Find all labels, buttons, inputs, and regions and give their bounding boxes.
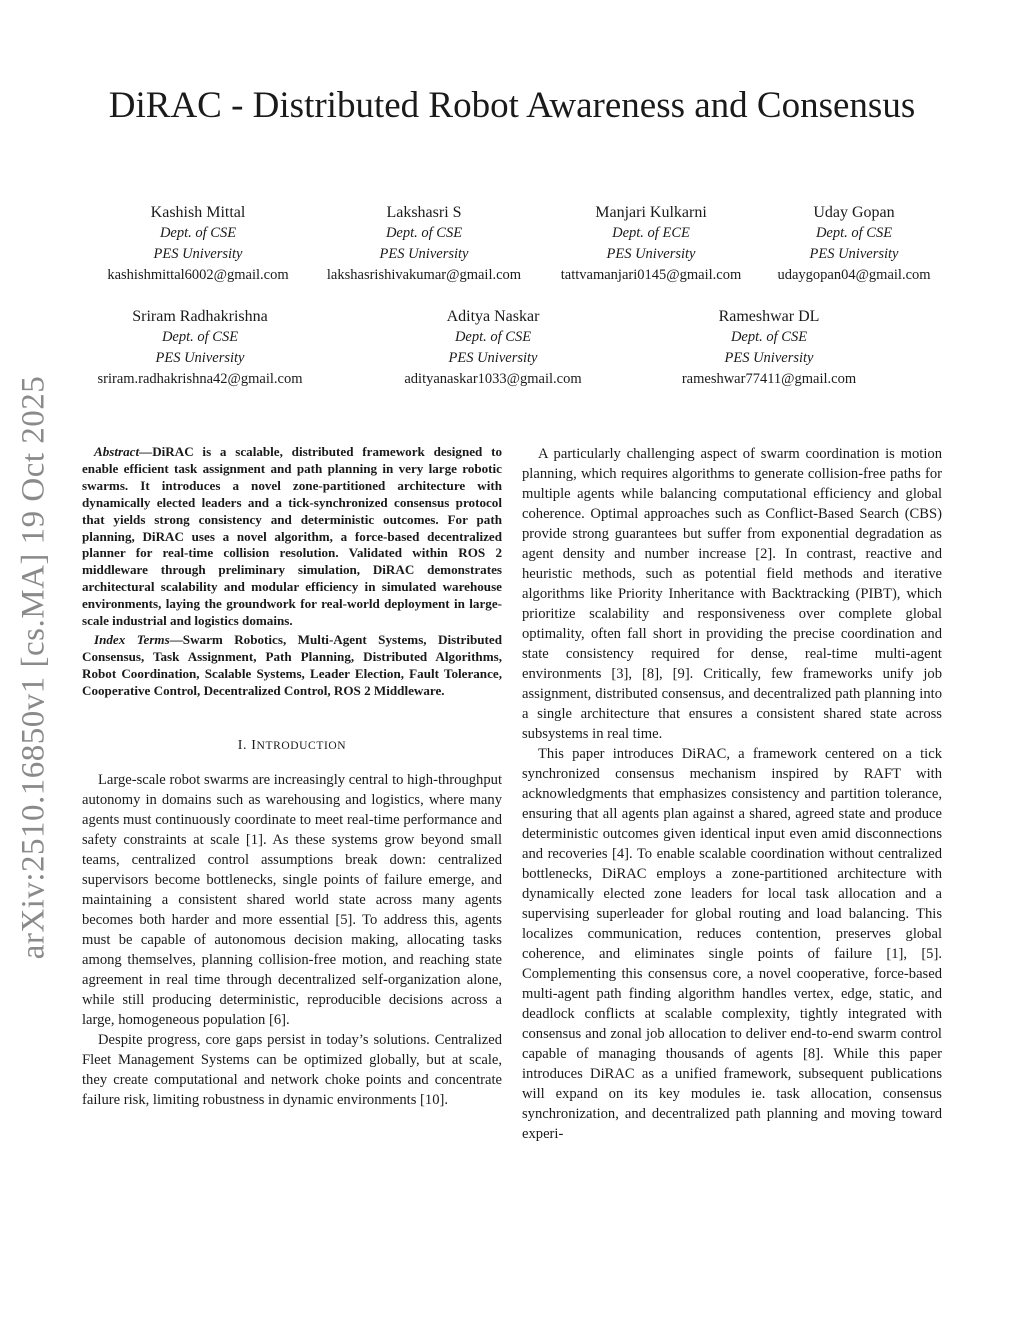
author-email: kashishmittal6002@gmail.com <box>107 267 289 283</box>
author-block <box>660 306 878 390</box>
author-institution: PES University <box>379 246 469 262</box>
left-column <box>82 444 502 1110</box>
body-paragraph: Large-scale robot swarms are increasingly central to high-throughput autonomy in domains such as warehousing and logistics, where many agents must continuously coordinate to meet real-time performance and safety constraints at scale [1]. As these systems grow beyond small teams, centralized control assumptions break down: centralized supervisors become bottlenecks, single points of failure emerge, and maintaining a consistent shared world state across many agents becomes both harder and more essential [5]. To address this, agents must be capable of autonomous decision making, allocating tasks among themselves, planning collision-free motion, and reaching state agreement in real time through decentralized self-organization alone, while still producing deterministic, reproducible decisions across a large, homogeneous population [6]. <box>82 771 502 1028</box>
paper-title: DiRAC - Distributed Robot Awareness and Consensus <box>108 85 916 126</box>
index-terms-label: Index Terms <box>94 631 170 647</box>
section-title-rest: NTRODUCTION <box>256 739 347 752</box>
body-paragraph: A particularly challenging aspect of swarm coordination is motion planning, which requires algorithms to generate collision-free paths for multiple agents while balancing computational efficiency and global coherence. Optimal approaches such as Conflict-Based Search (CBS) provide strong guarantees but suffer from exponential degradation as agent density and number increase [2]. In contrast, reactive and heuristic methods, such as potential field methods and iterative algorithms like Priority Inheritance with Backtracking (PIBT), which prioritize scalability and responsiveness over complete global optimality, often fall short in providing the precise coordination and state consistency required for dense, real-time multi-agent environments [3], [8], [9]. Critically, few frameworks unify job assignment, distributed consensus, and decentralized path planning into a single architecture that ensures a consistent shared state across subsystems in real time. <box>522 446 942 742</box>
abstract-label: Abstract <box>94 444 140 459</box>
author-name: Rameshwar DL <box>718 308 820 325</box>
author-dept: Dept. of CSE <box>159 225 237 241</box>
author-email: lakshasrishivakumar@gmail.com <box>326 267 522 283</box>
author-name: Lakshasri S <box>386 204 462 221</box>
section-heading-introduction <box>82 736 502 756</box>
author-email: udaygopan04@gmail.com <box>777 267 931 283</box>
author-block <box>80 306 320 390</box>
author-dept: Dept. of CSE <box>454 329 532 345</box>
author-dept: Dept. of CSE <box>815 225 893 241</box>
author-email: tattvamanjari0145@gmail.com <box>560 267 742 283</box>
right-column <box>522 444 942 1144</box>
body-paragraph: This paper introduces DiRAC, a framework centered on a tick synchronized consensus mechanism inspired by RAFT with acknowledgments that emphasizes consistency and partition tolerance, ensuring that all agents plan against a shared, agreed state and produce deterministic outcomes given identical input even amid disconnections and recoveries [4]. To enable scalable coordination without centralized bottlenecks, DiRAC employs a zone-partitioned architecture with dynamically elected zone leaders for local task allocation and a supervising superleader for global routing and load balancing. This localizes communication, reduces contention, preserves global coherence, and eliminates single points of failure [1], [5]. Complementing this consensus core, a novel cooperative, force-based multi-agent path finding algorithm handles vertex, edge, static, and deadlock conflicts at scalable complexity, tightly integrated with consensus and zonal job allocation to deliver end-to-end swarm control capable of managing thousands of agents [8]. While this paper introduces DiRAC as a unified framework, subsequent publications will expand on its key modules ie. task allocation, consensus synchronization, and decentralized path planning and moving toward experi- <box>522 746 942 1142</box>
author-name: Manjari Kulkarni <box>595 204 707 221</box>
author-name: Kashish Mittal <box>150 204 246 221</box>
author-block <box>382 306 604 390</box>
abstract-text: DiRAC is a scalable, distributed framework designed to enable efficient task assignment and path planning in very large robotic swarms. It introduces a novel zone-partitioned architecture with dynamically elected leaders and a tick-synchronized consensus protocol that yields strong consistency and deterministic outcomes. For path planning, DiRAC uses a novel algorithm, a force-based decentralized planner for real-time collision resolution. Validated within ROS 2 middleware through preliminary simulation, DiRAC demonstrates architectural scalability and modular efficiency in simulated warehouse environments, laying the groundwork for real-world deployment in large-scale industrial and logistics domains. <box>82 444 502 629</box>
author-dept: Dept. of ECE <box>612 225 690 241</box>
author-block <box>70 202 326 286</box>
author-dept: Dept. of CSE <box>385 225 463 241</box>
author-institution: PES University <box>155 350 245 366</box>
author-institution: PES University <box>809 246 899 262</box>
author-block <box>764 202 944 286</box>
author-block <box>538 202 764 286</box>
index-terms-text: Swarm Robotics, Multi-Agent Systems, Distributed Consensus, Task Assignment, Path Planning, Distributed Algorithms, Robot Coordination, Scalable Systems, Leader Election, Fault Tolerance, Cooperative Control, Decentralized Control, ROS 2 Middleware. <box>82 631 503 698</box>
body-paragraph: Despite progress, core gaps persist in today’s solutions. Centralized Fleet Management Systems can be optimized globally, but at scale, they create computational and network choke points and concentrate failure risk, limiting robustness in dynamic environments [10]. <box>82 1031 502 1108</box>
arxiv-identifier: arXiv:2510.16850v1 [cs.MA] 19 Oct 2025 <box>15 375 52 959</box>
arxiv-margin-stamp <box>14 372 54 962</box>
author-name: Aditya Naskar <box>446 308 540 325</box>
author-dept: Dept. of CSE <box>730 329 808 345</box>
author-dept: Dept. of CSE <box>161 329 239 345</box>
author-institution: PES University <box>724 350 814 366</box>
author-email: adityanaskar1033@gmail.com <box>404 371 582 387</box>
section-title-initial: I <box>251 737 257 753</box>
author-block <box>306 202 542 286</box>
section-number: I. <box>237 737 248 753</box>
author-name: Uday Gopan <box>813 204 895 221</box>
author-email: sriram.radhakrishna42@gmail.com <box>97 371 303 387</box>
abstract: Abstract—DiRAC is a scalable, distributed framework designed to enable efficient task assignment and path planning in very large robotic swarms. It introduces a novel zone-partitioned architecture with dynamically elected leaders and a tick-synchronized consensus protocol that yields strong consistency and deterministic outcomes. For path planning, DiRAC uses a novel algorithm, a force-based decentralized planner for real-time collision resolution. Validated within ROS 2 middleware through preliminary simulation, DiRAC demonstrates architectural scalability and modular efficiency in simulated warehouse environments, laying the groundwork for real-world deployment in large-scale industrial and logistics domains. Index Terms—Swarm Robotics, Multi-Agent Systems, Distributed Consensus, Task Assignment, Path Planning, Distributed Algorithms, Robot Coordination, Scalable Systems, Leader Election, Fault Tolerance, Cooperative Control, Decentralized Control, ROS 2 Middleware. <box>82 444 503 698</box>
author-institution: PES University <box>606 246 696 262</box>
author-institution: PES University <box>153 246 243 262</box>
author-institution: PES University <box>448 350 538 366</box>
author-name: Sriram Radhakrishna <box>132 308 268 325</box>
author-email: rameshwar77411@gmail.com <box>681 371 857 387</box>
